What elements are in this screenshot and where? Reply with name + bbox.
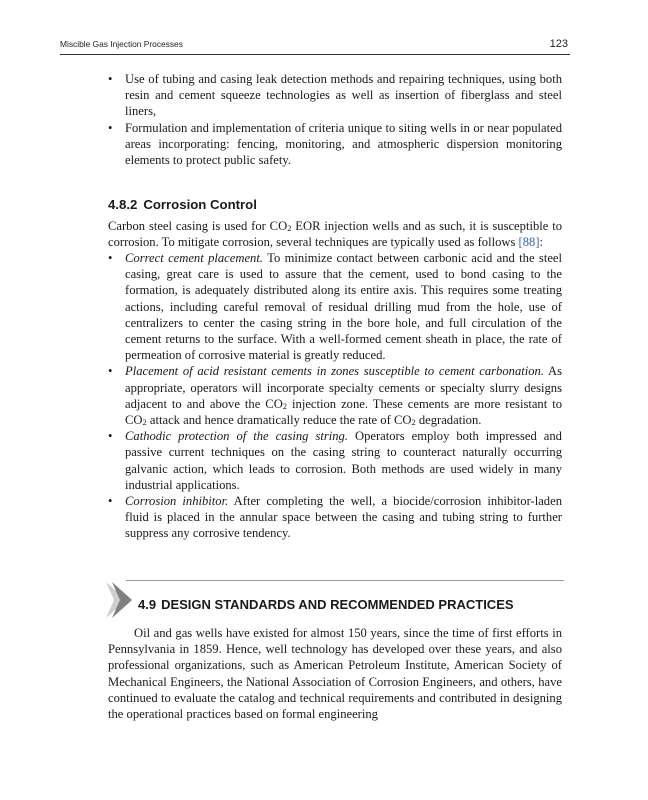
list-item bbox=[108, 250, 562, 363]
technique-term: Placement of acid resistant cements in zones susceptible to cement carbonation. bbox=[125, 364, 544, 379]
subscript: 2 bbox=[411, 417, 416, 428]
technique-text: As appropriate, operators will incorporate specialty cements or specialty slurry designs adjacent to and above the CO bbox=[125, 364, 562, 411]
subscript: 2 bbox=[287, 223, 292, 233]
technique-term: Correct cement placement. bbox=[125, 251, 263, 265]
list-item: • Formulation and implementation of criteria unique to siting wells in or near populated areas incorporating: fencing, monitoring, and atmospheric dispersion monitoring elements to protect public safety. bbox=[108, 120, 562, 169]
list-item: • Use of tubing and casing leak detection methods and repairing techniques, using both resin and cement squeeze technologies as well as insertion of fiberglass and steel liners, bbox=[108, 71, 562, 120]
corrosion-techniques-list bbox=[108, 250, 562, 542]
section-rule bbox=[126, 580, 564, 581]
technique-term: Corrosion inhibitor. bbox=[125, 494, 229, 509]
section-number: 4.9 bbox=[138, 597, 157, 612]
subsection-intro bbox=[108, 218, 562, 250]
technique-term: Cathodic protection of the casing string. bbox=[125, 429, 348, 444]
technique-text: degradation. bbox=[415, 413, 482, 428]
technique-text: To minimize contact between carbonic acid and the steel casing, great care is used to assure that the cement, used to bond casing to the formation, is adequately distributed along its entire axis. This requires some treating actions, including careful removal of residual drilling mud from the hole, use of centralizers to center the casing string in the bore hole, and full circulation of the cement returns to the surface. With a well-formed cement sheath in place, the rate of permeation of corrosive material is greatly reduced. bbox=[125, 251, 562, 363]
list-item bbox=[108, 428, 562, 493]
page-header bbox=[60, 38, 570, 55]
section-paragraph: Oil and gas wells have existed for almost 150 years, since the time of first efforts in Pennsylvania in 1859. Hence, well technology has developed over these years, and also professional organizations, such as American Petroleum Institute, American Society of Mechanical Engineers, the National Association of Corrosion Engineers, and others, have continued to evaluate the catalog and technical requirements and contributed in designing the operational practices based on formal engineering bbox=[108, 626, 562, 722]
section-heading bbox=[138, 597, 519, 612]
list-item bbox=[108, 493, 562, 542]
intro-text: Carbon steel casing is used for CO bbox=[108, 219, 288, 233]
section-title: DESIGN STANDARDS AND RECOMMENDED PRACTICES bbox=[161, 597, 514, 612]
subscript: 2 bbox=[142, 417, 147, 428]
page-number: 123 bbox=[549, 38, 568, 50]
top-bullet-list bbox=[108, 71, 562, 168]
running-title: Miscible Gas Injection Processes bbox=[60, 39, 183, 49]
list-item bbox=[108, 363, 562, 428]
subscript: 2 bbox=[282, 400, 288, 411]
technique-text: After completing the well, a biocide/corrosion inhibitor-laden fluid is placed in the annular space between the casing and tubing string to further suppress any corrosive tendency. bbox=[125, 494, 562, 541]
subsection-title: Corrosion Control bbox=[143, 197, 257, 212]
citation-link[interactable]: [88] bbox=[518, 235, 540, 250]
intro-text: EOR injection wells and as such, it is susceptible to corrosion. To mitigate corrosion, several techniques are typically used as follows bbox=[108, 219, 562, 250]
technique-text: Operators employ both impressed and passive current techniques on the casing string to counteract naturally occurring galvanic action, which leads to corrosion. Both methods are used widely in many industrial applications. bbox=[125, 429, 562, 492]
subsection-heading bbox=[108, 197, 263, 212]
intro-text: : bbox=[539, 235, 544, 250]
technique-text: injection zone. These cements are more resistant to CO bbox=[125, 396, 563, 428]
chevron-icon bbox=[96, 580, 136, 620]
section-heading-box bbox=[96, 580, 564, 620]
technique-text: attack and hence dramatically reduce the rate of CO bbox=[146, 413, 412, 428]
subsection-number: 4.8.2 bbox=[108, 197, 138, 212]
